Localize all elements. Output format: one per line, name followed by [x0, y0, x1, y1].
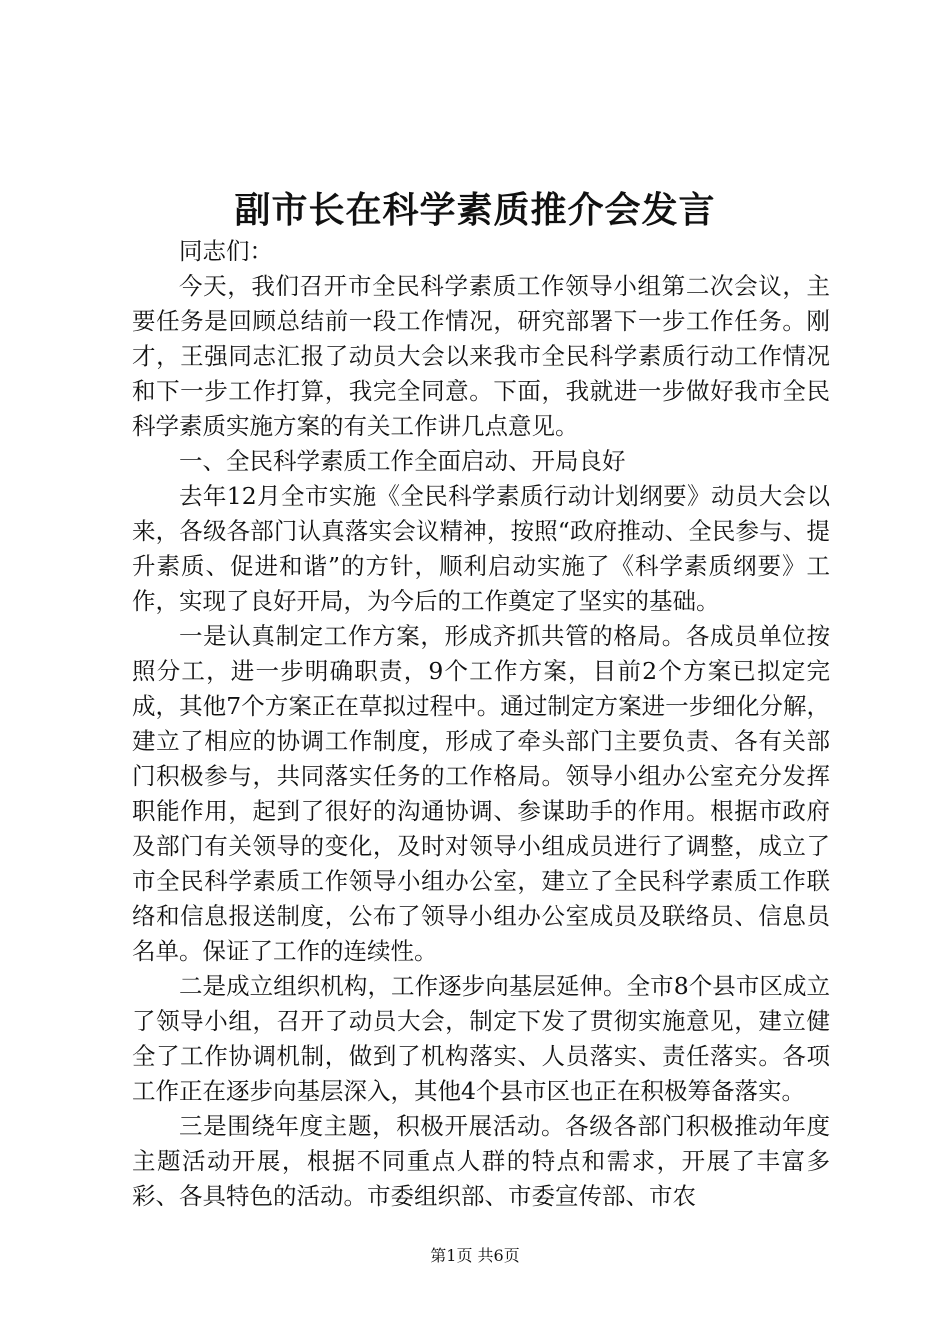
section-heading: 一、全民科学素质工作全面启动、开局良好	[179, 447, 626, 475]
page-footer: 第1页 共6页	[430, 1246, 520, 1265]
document-title: 副市长在科学素质推介会发言	[234, 189, 716, 231]
body-paragraph: 二是成立组织机构，工作逐步向基层延伸。全市8个县市区成立了领导小组，召开了动员大会，制定下发了贯彻实施意见，建立健全了工作协调机制，做到了机构落实、人员落实、责任落实。各项工作正在逐步向基层深入，其他4个县市区也正在积极筹备落实。	[132, 972, 830, 1105]
body-paragraph: 今天，我们召开市全民科学素质工作领导小组第二次会议，主要任务是回顾总结前一段工作情况，研究部署下一步工作任务。刚才，王强同志汇报了动员大会以来我市全民科学素质行动工作情况和下一步工作打算，我完全同意。下面，我就进一步做好我市全民科学素质实施方案的有关工作讲几点意见。	[132, 272, 830, 440]
body-paragraph: 一是认真制定工作方案，形成齐抓共管的格局。各成员单位按照分工，进一步明确职责，9个工作方案，目前2个方案已拟定完成，其他7个方案正在草拟过程中。通过制定方案进一步细化分解，建立了相应的协调工作制度，形成了牵头部门主要负责、各有关部门积极参与，共同落实任务的工作格局。领导小组办公室充分发挥职能作用，起到了很好的沟通协调、参谋助手的作用。根据市政府及部门有关领导的变化，及时对领导小组成员进行了调整，成立了市全民科学素质工作领导小组办公室，建立了全民科学素质工作联络和信息报送制度，公布了领导小组办公室成员及联络员、信息员名单。保证了工作的连续性。	[132, 622, 830, 965]
document-body	[132, 234, 830, 1214]
body-paragraph: 三是围绕年度主题，积极开展活动。各级各部门积极推动年度主题活动开展，根据不同重点人群的特点和需求，开展了丰富多彩、各具特色的活动。市委组织部、市委宣传部、市农	[132, 1112, 830, 1210]
body-paragraph: 去年12月全市实施《全民科学素质行动计划纲要》动员大会以来，各级各部门认真落实会议精神，按照“政府推动、全民参与、提升素质、促进和谐”的方针，顺利启动实施了《科学素质纲要》工作，实现了良好开局，为今后的工作奠定了坚实的基础。	[132, 482, 830, 615]
salutation-paragraph: 同志们：	[179, 237, 273, 265]
